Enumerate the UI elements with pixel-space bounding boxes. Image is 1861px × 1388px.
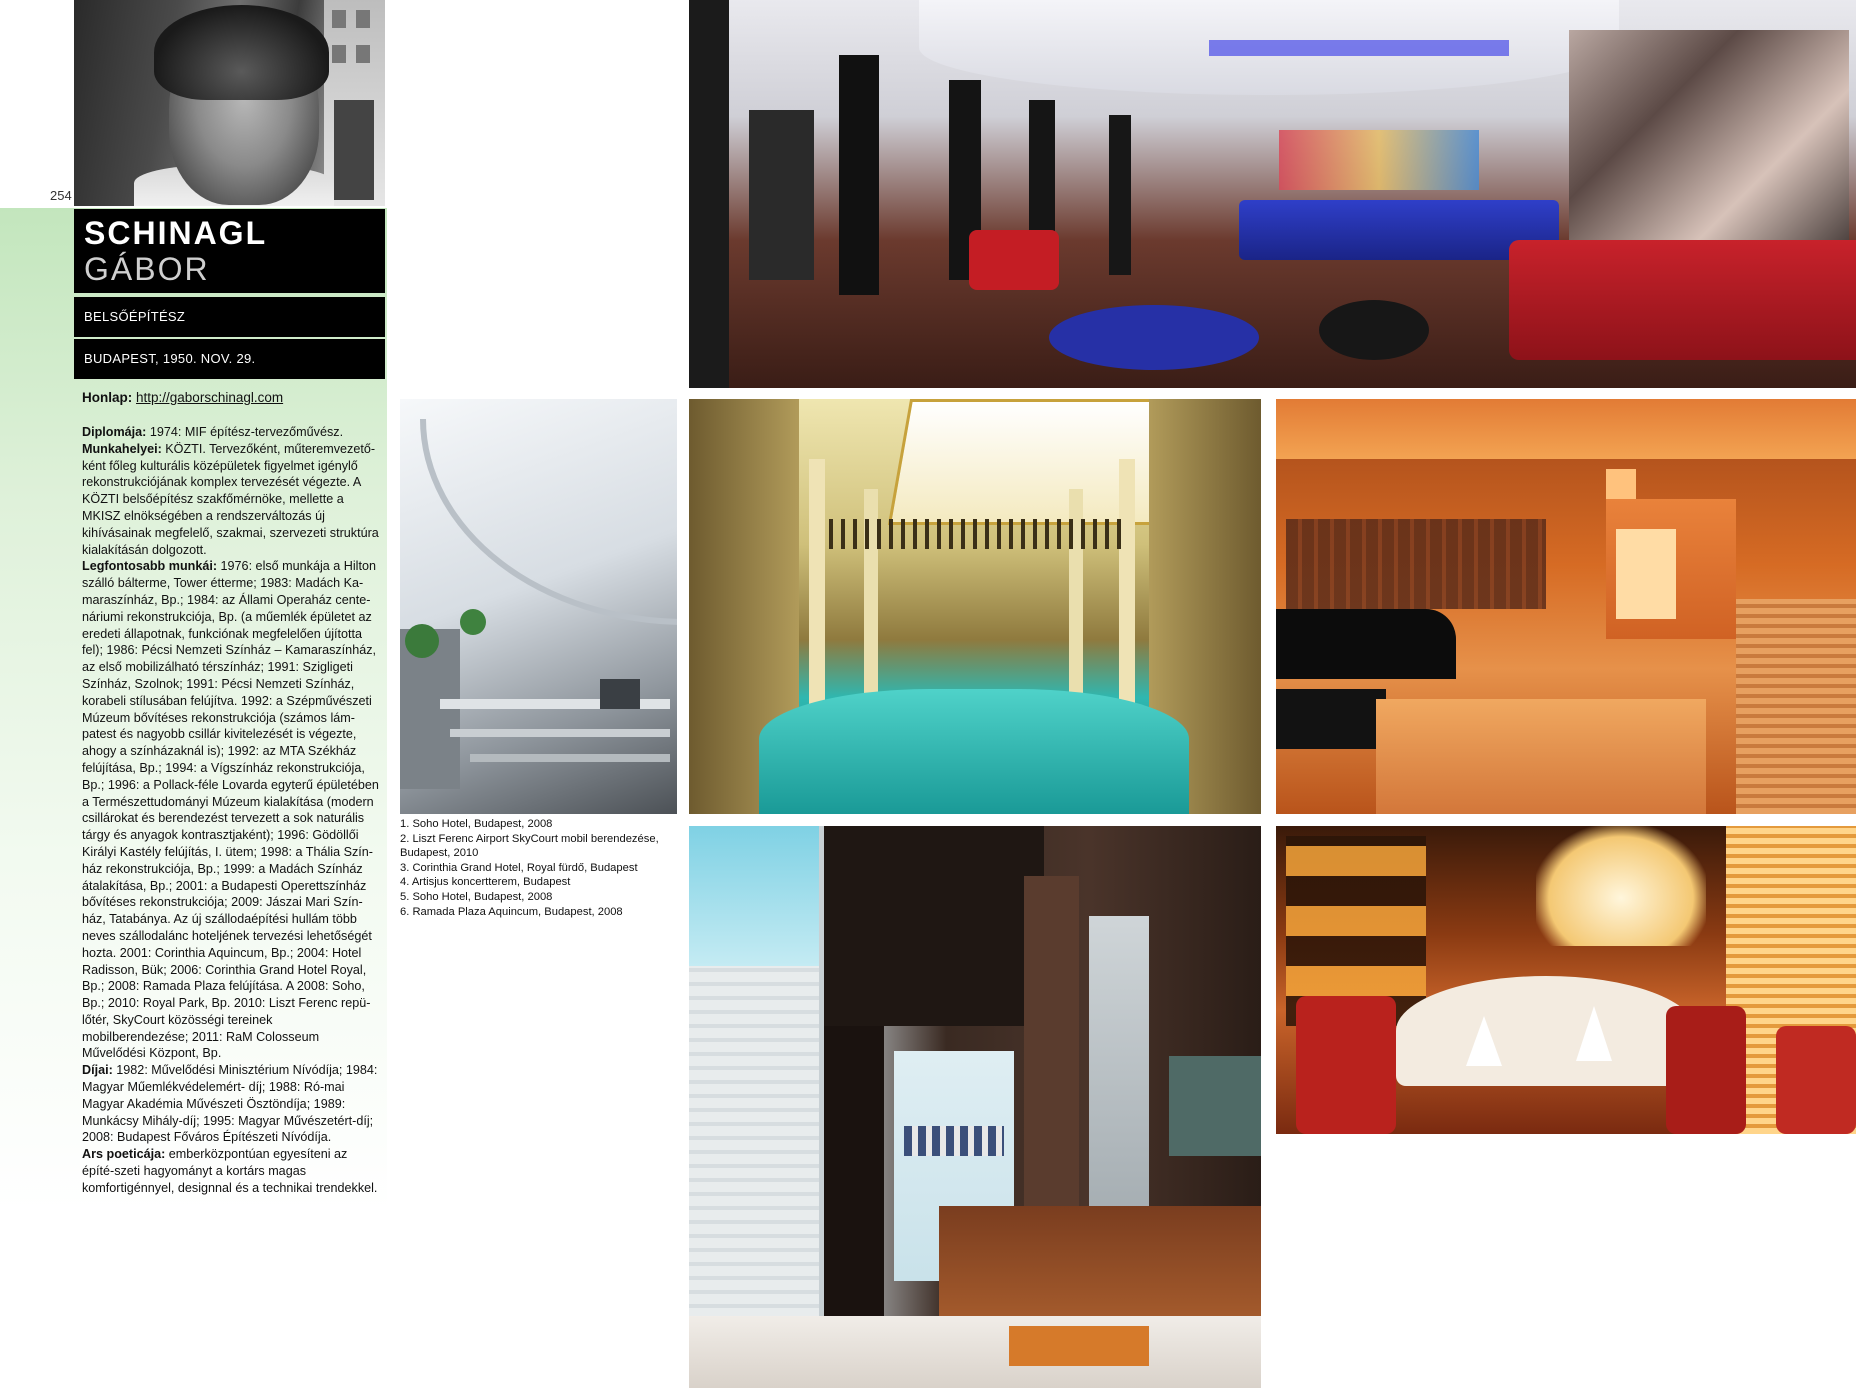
photo-soho-room [689,826,1261,1388]
poetica-text: emberközpontúan egyesíteni az építé-szeti hagyományt a kortárs magas komfortigénnyel, designnal és a technikai trendekkel. [82,1147,378,1195]
photo-royal-bath [689,399,1261,814]
photo-soho-lobby [689,0,1856,388]
homepage-label: Honlap: [82,390,133,405]
homepage-link[interactable]: http://gaborschinagl.com [136,390,284,405]
caption-6: 6. Ramada Plaza Aquincum, Budapest, 2008 [400,905,623,918]
photo-artisjus-concert-hall [1276,399,1856,814]
poetica-label: Ars poeticája: [82,1147,166,1162]
caption-4: 4. Artisjus koncertterem, Budapest [400,876,571,889]
birth-info: BUDAPEST, 1950. NOV. 29. [84,351,256,366]
portrait-background-building [324,0,385,206]
biography [82,424,382,1197]
portrait-photo [74,0,385,206]
name-box [74,209,385,293]
works-text: 1976: első munkája a Hilton szálló bálterme, Tower étterme; 1983: Madách Ka-maraszínház, Bp.; 1984: az Állami Operaház cente-náriumi rekonstrukciója, Bp. (a műemlék épületet az eredeti állapotnak, funkciónak megfelelően újította fel); 1986: Pécsi Nemzeti Színház – Kamaraszínház, az első mobilizálható térszínház; 1991: Szigligeti Színház, Szolnok; 1991: Pécsi Nemzeti Színház, korabeli stílusában felújítva. 1992: a Szépművészeti Múzeum bővítéses rekonstrukciója (számos lám-patest és nagyobb csillár kivitelezését is végezte, ahogy a színházaknál is); 1992: az MTA Székház felújítása, Bp.; 1994: a Vígszínház rekonstrukciója, Bp.; 1996: a Pollack-féle Lovarda egyterű épületében a Természettudományi Múzeum kialakítása (modern csillárokat és berendezést tervezett a sok naturális tárgy és anyagok kontrasztjaként); 1996: Gödöllői Királyi Kastély felújítás, I. ütem; 1998: a Thália Szín-ház rekonstrukciója, Bp.; 1999: a Madách Színház átalakítása, Bp.; 2001: a Budapesti Operettszínház bővítéses rekonstrukciója; 2009: Jászai Mari Szín-ház, Tatabánya. Az új szállodaépítési hullám több neves szállodalánc hoteljének tervezési lehetőségét hozta. 2001: Corinthia Aquincum, Bp.; 2004: Hotel Radisson, Bük; 2006: Corinthia Grand Hotel Royal, Bp.; 2008: Ramada Plaza felújítása. A 2008: Soho, Bp.; 2010: Royal Park, Bp. 2010: Liszt Ferenc repü-lőtér, SkyCourt közösségi tereinek mobilberendezése; 2011: RaM Colosseum Művelődési Központ, Bp. [82,559,379,1061]
awards-text: 1982: Művelődési Minisztérium Nívódíja; 1984: Magyar Műemlékvédelemért- díj; 1988: Ró-mai Magyar Akadémia Művészeti Ösztöndíja; 1989: Munkácsy Mihály-díj; 1995: Magyar Művészetért-díj; 2008: Budapest Főváros Építészeti Nívódíja. [82,1063,378,1145]
profession-box [74,297,385,337]
workplaces-paragraph [82,441,382,559]
workplaces-label: Munkahelyei: [82,441,162,456]
works-paragraph [82,558,382,1062]
profession: BELSŐÉPÍTÉSZ [84,309,186,324]
works-label: Legfontosabb munkái: [82,559,218,574]
photo-ramada-restaurant [1276,826,1856,1134]
caption-5: 5. Soho Hotel, Budapest, 2008 [400,890,553,903]
workplaces-text: KÖZTI. Tervezőként, műteremvezető-ként főleg kulturális középületek figyelmet igénylő rekonstrukciójának komplex tervezését végezte. A KÖZTI belsőépítész szakfőmérnöke, mellette a MKISZ elnökségében a rendszerváltozás új kihívásainak megfelelő, szakmai, szervezeti struktúra kialakításán dolgozott. [82,441,379,557]
caption-1: 1. Soho Hotel, Budapest, 2008 [400,818,553,830]
awards-paragraph [82,1062,382,1146]
diploma-paragraph [82,424,382,441]
caption-3: 3. Corinthia Grand Hotel, Royal fürdő, Budapest [400,861,638,874]
photo-airport-skycourt [400,399,677,814]
diploma-text: 1974: MIF építész-tervezőművész. [149,425,344,439]
homepage-line [82,390,283,405]
diploma-label: Diplomája: [82,425,147,439]
caption-2: 2. Liszt Ferenc Airport SkyCourt mobil berendezése, Budapest, 2010 [400,832,659,860]
poetica-paragraph [82,1146,382,1196]
page-number: 254 [50,188,72,203]
birth-box [74,339,385,379]
surname: SCHINAGL [84,215,268,251]
photo-captions [400,817,690,919]
given-name: GÁBOR [84,251,210,287]
awards-label: Díjai: [82,1063,113,1078]
